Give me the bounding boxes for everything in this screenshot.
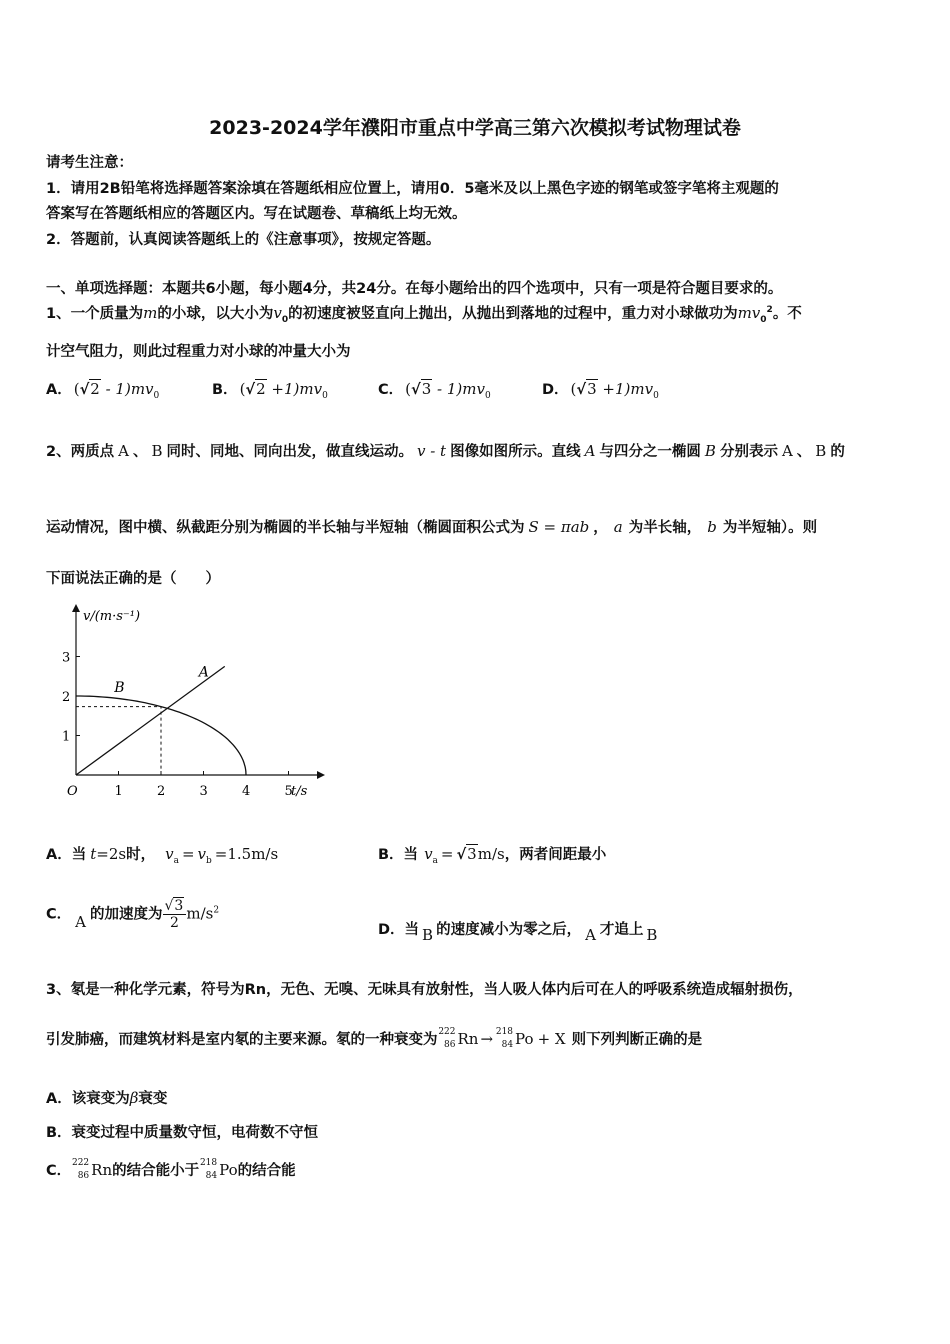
q2-option-d[interactable]: D．当 B 的速度减小为零之后， A 才追上 B bbox=[378, 922, 658, 944]
q1-stem-line2: 计空气阻力，则此过程重力对小球的冲量大小为 bbox=[46, 344, 351, 360]
x-tick-label: 5 bbox=[284, 784, 293, 799]
q2-stem-line3: 下面说法正确的是（ ） bbox=[46, 571, 220, 587]
y-axis-arrow bbox=[72, 604, 80, 612]
q3-option-a[interactable]: A．该衰变为β衰变 bbox=[46, 1089, 168, 1107]
q2-option-b[interactable]: B．当 $v_a = √3m/s$，两者间距最小 bbox=[378, 845, 607, 866]
page-title: 2023-2024学年濮阳市重点中学高三第六次模拟考试物理试卷 bbox=[209, 117, 741, 139]
q1-stem: 1、一个质量为m的小球，以大小为$v_0$的初速度被竖直向上抛出，从抛出到落地的过程中，重力对小球做功为$mv_0^2$。不 bbox=[46, 304, 802, 325]
section-heading: 一、单项选择题：本题共6小题，每小题4分，共24分。在每小题给出的四个选项中，只有一项是符合题目要求的。 bbox=[46, 281, 783, 297]
q3-stem-line2: 引发肺癌，而建筑材料是室内氡的主要来源。氡的一种衰变为 222 86 Rn → 218 84 Po + X 则下列判断正确的是 bbox=[46, 1027, 703, 1050]
y-tick-label: 2 bbox=[62, 690, 71, 705]
q2-stem-line1: 2、两质点 A 、 B 同时、同地、同向出发，做直线运动。 v - t 图像如图所示。直线 A 与四分之一椭圆 B 分别表示 A 、 B 的 bbox=[46, 442, 845, 460]
q2-option-a[interactable]: A．当 t=2s时， $v_a = v_b =1.5m/s$ bbox=[46, 845, 279, 866]
x-tick-label: 1 bbox=[114, 784, 123, 799]
notice-heading: 请考生注意： bbox=[46, 155, 133, 171]
q3-option-b[interactable]: B．衰变过程中质量数守恒，电荷数不守恒 bbox=[46, 1125, 319, 1141]
x-axis-label: t/s bbox=[291, 784, 308, 799]
x-axis-arrow bbox=[317, 771, 325, 779]
q1-option-d[interactable]: D． $(√3 +1)mv_0$ bbox=[542, 380, 659, 401]
series-a-line bbox=[76, 666, 225, 775]
series-a-label: A bbox=[198, 664, 209, 681]
q2-option-c[interactable]: C． A 的加速度为 $\frac{√3}{2}$ $m/s^2$ bbox=[46, 898, 220, 931]
y-tick-label: 3 bbox=[62, 650, 71, 666]
notice-line-2: 答案写在答题纸相应的答题区内。写在试题卷、草稿纸上均无效。 bbox=[46, 206, 467, 222]
series-b-label: B bbox=[114, 680, 125, 696]
q1-option-c[interactable]: C． $(√3 - 1)mv_0$ bbox=[378, 380, 491, 401]
origin-label: O bbox=[67, 784, 78, 799]
notice-line-3: 2．答题前，认真阅读答题纸上的《注意事项》，按规定答题。 bbox=[46, 232, 441, 248]
y-tick-label: 1 bbox=[62, 729, 71, 745]
x-tick-label: 3 bbox=[199, 784, 208, 799]
vt-graph bbox=[55, 600, 325, 805]
x-tick-label: 2 bbox=[157, 784, 166, 799]
q1-option-a[interactable]: A． $(√2 - 1)mv_0$ bbox=[46, 380, 160, 401]
x-tick-label: 4 bbox=[242, 784, 251, 799]
q3-option-c[interactable]: C． 222 86 Rn的结合能小于 218 84 Po的结合能 bbox=[46, 1158, 296, 1181]
y-axis-label: v/(m·s⁻¹) bbox=[83, 609, 141, 624]
q2-stem-line2: 运动情况，图中横、纵截距分别为椭圆的半长轴与半短轴（椭圆面积公式为 S = πab ， a 为半长轴， b 为半短轴）。则 bbox=[46, 518, 818, 536]
intersection-guide bbox=[76, 707, 161, 775]
q3-stem-line1: 3、氡是一种化学元素，符号为Rn，无色、无嗅、无味具有放射性，当人吸人体内后可在人的呼吸系统造成辐射损伤， bbox=[46, 982, 803, 998]
notice-line-1: 1．请用2B铅笔将选择题答案涂填在答题纸相应位置上，请用0．5毫米及以上黑色字迹的钢笔或签字笔将主观题的 bbox=[46, 181, 779, 197]
q1-option-b[interactable]: B． $(√2 +1)mv_0$ bbox=[212, 380, 328, 401]
